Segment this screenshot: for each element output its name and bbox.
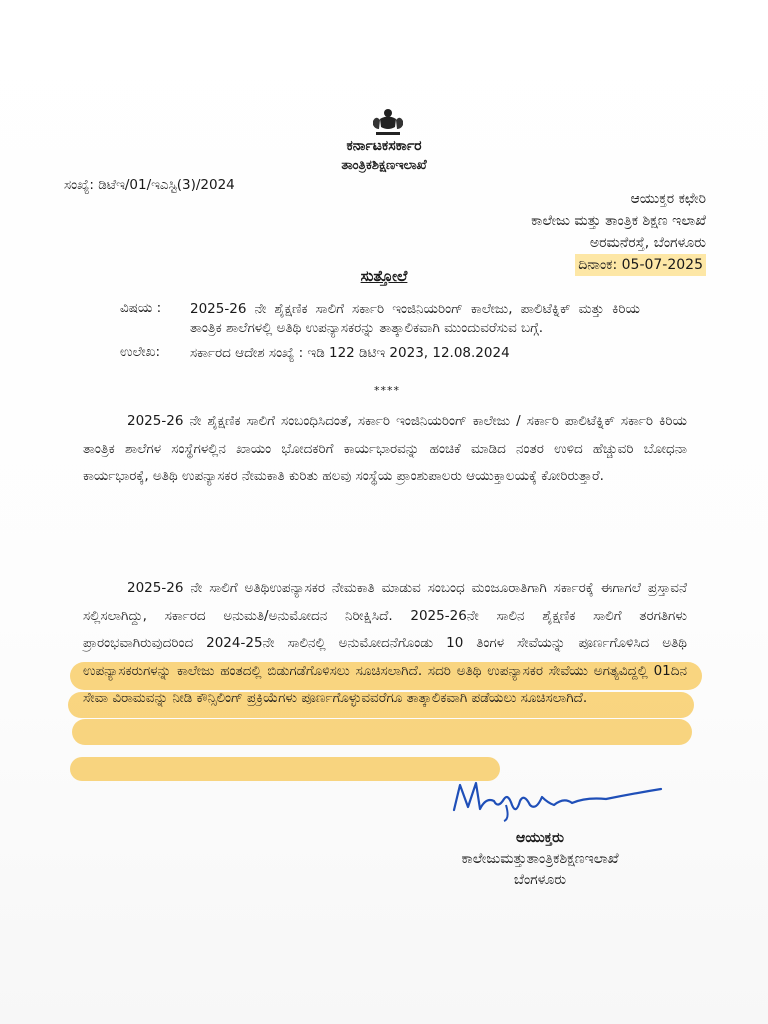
highlight-mark — [72, 719, 692, 745]
address-line-department: ಕಾಲೇಜು ಮತ್ತು ತಾಂತ್ರಿಕ ಶಿಕ್ಷಣ ಇಲಾಖೆ — [531, 213, 706, 229]
signatory-city: ಬೆಂಗಳೂರು — [513, 872, 567, 888]
reference-row — [120, 344, 640, 363]
signatory-department: ಕಾಲೇಜುಮತ್ತುತಾಂತ್ರಿಕಶಿಕ್ಷಣಇಲಾಖೆ — [461, 851, 619, 867]
reference-text: ಸರ್ಕಾರದ ಆದೇಶ ಸಂಖ್ಯೆ : ಇಡಿ 122 ಡಿಟಿಇ 2023, 12.08.2024 — [190, 345, 510, 361]
address-line-office: ಆಯುಕ್ತರ ಕಛೇರಿ — [630, 191, 706, 207]
document-date: ದಿನಾಂಕ: 05-07-2025 — [575, 254, 706, 276]
highlight-mark — [70, 757, 500, 781]
body-paragraph-1: 2025-26 ನೇ ಶೈಕ್ಷಣಿಕ ಸಾಲಿಗೆ ಸಂಬಂಧಿಸಿದಂತೆ, ಸರ್ಕಾರಿ ಇಂಜಿನಿಯರಿಂಗ್ ಕಾಲೇಜು / ಸರ್ಕಾರಿ ಪಾಲಿಟೆಕ್ನಿಕ್ ಸರ್ಕಾರಿ ಕಿರಿಯ ತಾಂತ್ರಿಕ ಶಾಲೆಗಳ ಸಂಸ್ಥೆಗಳಲ್ಲಿನ ಖಾಯಂ ಭೋದಕರಿಗೆ ಕಾರ್ಯಭಾರವನ್ನು ಹಂಚಿಕೆ ಮಾಡಿದ ನಂತರ ಉಳಿದ ಹೆಚ್ಚುವರಿ ಬೋಧನಾ ಕಾರ್ಯಭಾರಕ್ಕೆ, ಅತಿಥಿ ಉಪನ್ಯಾಸಕರ ನೇಮಕಾತಿ ಕುರಿತು ಹಲವು ಸಂಸ್ಥೆಯ ಪ್ರಾಂಶುಪಾಲರು ಆಯುಕ್ತಾಲಯಕ್ಕೆ ಕೋರಿರುತ್ತಾರೆ. — [83, 413, 687, 484]
subject-row — [120, 300, 640, 338]
department-name: ತಾಂತ್ರಿಕಶಿಕ್ಷಣಇಲಾಖೆ — [341, 158, 427, 173]
reference-number: ಸಂಖ್ಯೆ: ಡಿಟೆಇ/01/ಇಎಸ್ಟಿ(3)/2024 — [64, 177, 235, 193]
circular-title: ಸುತ್ತೋಲೆ — [360, 267, 408, 285]
state-emblem-icon — [368, 105, 408, 139]
subject-text: 2025-26 ನೇ ಶೈಕ್ಷಣಿಕ ಸಾಲಿಗೆ ಸರ್ಕಾರಿ ಇಂಜಿನಿಯರಿಂಗ್ ಕಾಲೇಜು, ಪಾಲಿಟೆಕ್ನಿಕ್ ಮತ್ತು ಕಿರಿಯ ತಾಂತ್ರಿಕ ಶಾಲೆಗಳಲ್ಲಿ ಅತಿಥಿ ಉಪನ್ಯಾಸಕರನ್ನು ತಾತ್ಕಾಲಿಕವಾಗಿ ಮುಂದುವರೆಸುವ ಬಗ್ಗೆ. — [190, 301, 640, 336]
body-paragraph-2: 2025-26 ನೇ ಸಾಲಿಗೆ ಅತಿಥಿಉಪನ್ಯಾಸಕರ ನೇಮಕಾತಿ ಮಾಡುವ ಸಂಬಂಧ ಮಂಜೂರಾತಿಗಾಗಿ ಸರ್ಕಾರಕ್ಕೆ ಈಗಾಗಲೆ ಪ್ರಸ್ತಾವನೆ ಸಲ್ಲಿಸಲಾಗಿದ್ದು, ಸರ್ಕಾರದ ಅನುಮತಿ/ಅನುಮೋದನ ನಿರೀಕ್ಷಿಸಿದೆ. 2025-26ನೇ ಸಾಲಿನ ಶೈಕ್ಷಣಿಕ ಸಾಲಿಗೆ ತರಗತಿಗಳು ಪ್ರಾರಂಭವಾಗಿರುವುದರಿಂದ 2024-25ನೇ ಸಾಲಿನಲ್ಲಿ ಅನುಮೋದನೆಗೊಂಡು 10 ತಿಂಗಳ ಸೇವೆಯನ್ನು ಪೂರ್ಣಗೊಳಿಸಿದ ಅತಿಥಿ ಉಪನ್ಯಾಸಕರುಗಳನ್ನು ಕಾಲೇಜು ಹಂತದಲ್ಲಿ ಬಿಡುಗಡೆಗೊಳಿಸಲು ಸೂಚಿಸಲಾಗಿದೆ. ಸದರಿ ಅತಿಥಿ ಉಪನ್ಯಾಸಕರ ಸೇವೆಯು ಅಗತ್ಯವಿದ್ದಲ್ಲಿ 01ದಿನ ಸೇವಾ ವಿರಾಮವನ್ನು ನೀಡಿ ಕೌನ್ಸಿಲಿಂಗ್ ಪ್ರಕ್ರಿಯೆಗಳು ಪೂರ್ಣಗೊಳ್ಳುವವರೆಗೂ ತಾತ್ಕಾಲಿಕವಾಗಿ ಪಡೆಯಲು ಸೂಚಿಸಲಾಗಿದೆ. — [83, 580, 687, 706]
subject-label: ವಿಷಯ : — [120, 300, 162, 316]
reference-label: ಉಲೇಖ: — [120, 344, 161, 360]
signatory-title: ಆಯುಕ್ತರು — [515, 830, 565, 846]
section-separator: **** — [374, 384, 400, 397]
signature — [446, 775, 666, 825]
address-line-city: ಅರಮನೆರಸ್ತೆ, ಬೆಂಗಳೂರು — [589, 235, 706, 251]
office-address — [531, 188, 706, 276]
government-name: ಕರ್ನಾಟಕಸರ್ಕಾರ — [346, 138, 422, 154]
subject-block — [120, 300, 640, 363]
